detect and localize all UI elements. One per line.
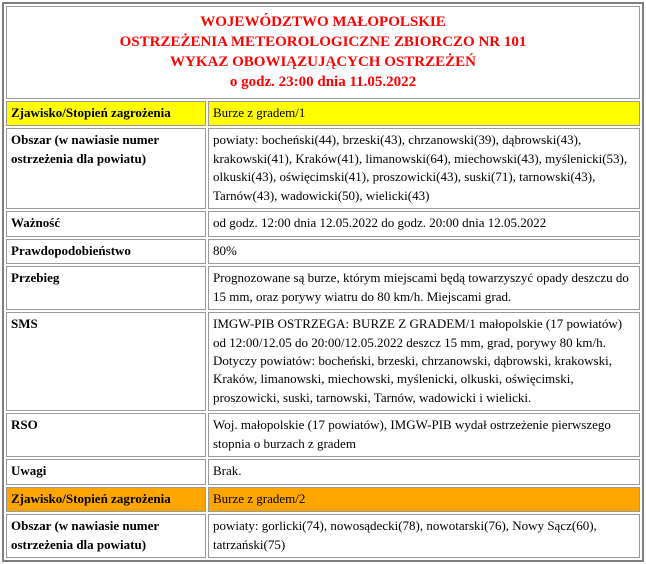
title-line-bulletin-number: OSTRZEŻENIA METEOROLOGICZNE ZBIORCZO NR 101 — [119, 34, 527, 50]
row-phenomenon-1 — [6, 101, 640, 126]
phenomenon-1-label: Zjawisko/Stopień zagrożenia — [6, 101, 206, 126]
probability-1-value: 80% — [208, 239, 640, 264]
warning-table — [2, 2, 644, 562]
area-1-label: Obszar (w nawiasie numer ostrzeżenia dla powiatu) — [6, 128, 206, 209]
phenomenon-2-label: Zjawisko/Stopień zagrożenia — [6, 487, 206, 512]
validity-1-value: od godz. 12:00 dnia 12.05.2022 do godz. 20:00 dnia 12.05.2022 — [208, 211, 640, 236]
phenomenon-2-value: Burze z gradem/2 — [208, 487, 640, 512]
title-line-voivodeship: WOJEWÓDZTWO MAŁOPOLSKIE — [200, 14, 446, 30]
row-area-1 — [6, 128, 640, 209]
sms-1-value: IMGW-PIB OSTRZEGA: BURZE Z GRADEM/1 małopolskie (17 powiatów) od 12:00/12.05 do 20:00/12.05.2022 deszcz 15 mm, grad, porywy 80 km/h. Dotyczy powiatów: bocheński, brzeski, chrzanowski, dąbrowski, krakowski, Kraków, limanowski, miechowski, myślenicki, olkuski, oświęcimski, proszowicki, suski, tarnowski, Tarnów, wadowicki i wielicki. — [208, 312, 640, 411]
course-1-label: Przebieg — [6, 266, 206, 310]
row-validity-1 — [6, 211, 640, 236]
rso-1-label: RSO — [6, 413, 206, 457]
validity-1-label: Ważność — [6, 211, 206, 236]
row-area-2 — [6, 514, 640, 558]
area-1-value: powiaty: bocheński(44), brzeski(43), chrzanowski(39), dąbrowski(43), krakowski(41), Kraków(41), limanowski(64), miechowski(43), myślenicki(53), olkuski(43), oświęcimski(41), proszowicki(43), suski(71), tarnowski(43), Tarnów(43), wadowicki(50), wielicki(43) — [208, 128, 640, 209]
row-rso-1 — [6, 413, 640, 457]
title-line-issue-datetime: o godz. 23:00 dnia 11.05.2022 — [229, 74, 417, 90]
table-header-row — [6, 6, 640, 99]
phenomenon-1-value: Burze z gradem/1 — [208, 101, 640, 126]
row-phenomenon-2 — [6, 487, 640, 512]
sms-1-label: SMS — [6, 312, 206, 411]
area-2-label: Obszar (w nawiasie numer ostrzeżenia dla powiatu) — [6, 514, 206, 558]
area-2-value: powiaty: gorlicki(74), nowosądecki(78), nowotarski(76), Nowy Sącz(60), tatrzański(75) — [208, 514, 640, 558]
remarks-1-label: Uwagi — [6, 459, 206, 484]
title-line-list-heading: WYKAZ OBOWIĄZUJĄCYCH OSTRZEŻEŃ — [170, 54, 476, 70]
row-sms-1 — [6, 312, 640, 411]
probability-1-label: Prawdopodobieństwo — [6, 239, 206, 264]
row-remarks-1 — [6, 459, 640, 484]
rso-1-value: Woj. małopolskie (17 powiatów), IMGW-PIB wydał ostrzeżenie pierwszego stopnia o burzach z gradem — [208, 413, 640, 457]
bulletin-title — [6, 6, 640, 99]
row-course-1 — [6, 266, 640, 310]
course-1-value: Prognozowane są burze, którym miejscami będą towarzyszyć opady deszczu do 15 mm, oraz porywy wiatru do 80 km/h. Miejscami grad. — [208, 266, 640, 310]
remarks-1-value: Brak. — [208, 459, 640, 484]
row-probability-1 — [6, 239, 640, 264]
